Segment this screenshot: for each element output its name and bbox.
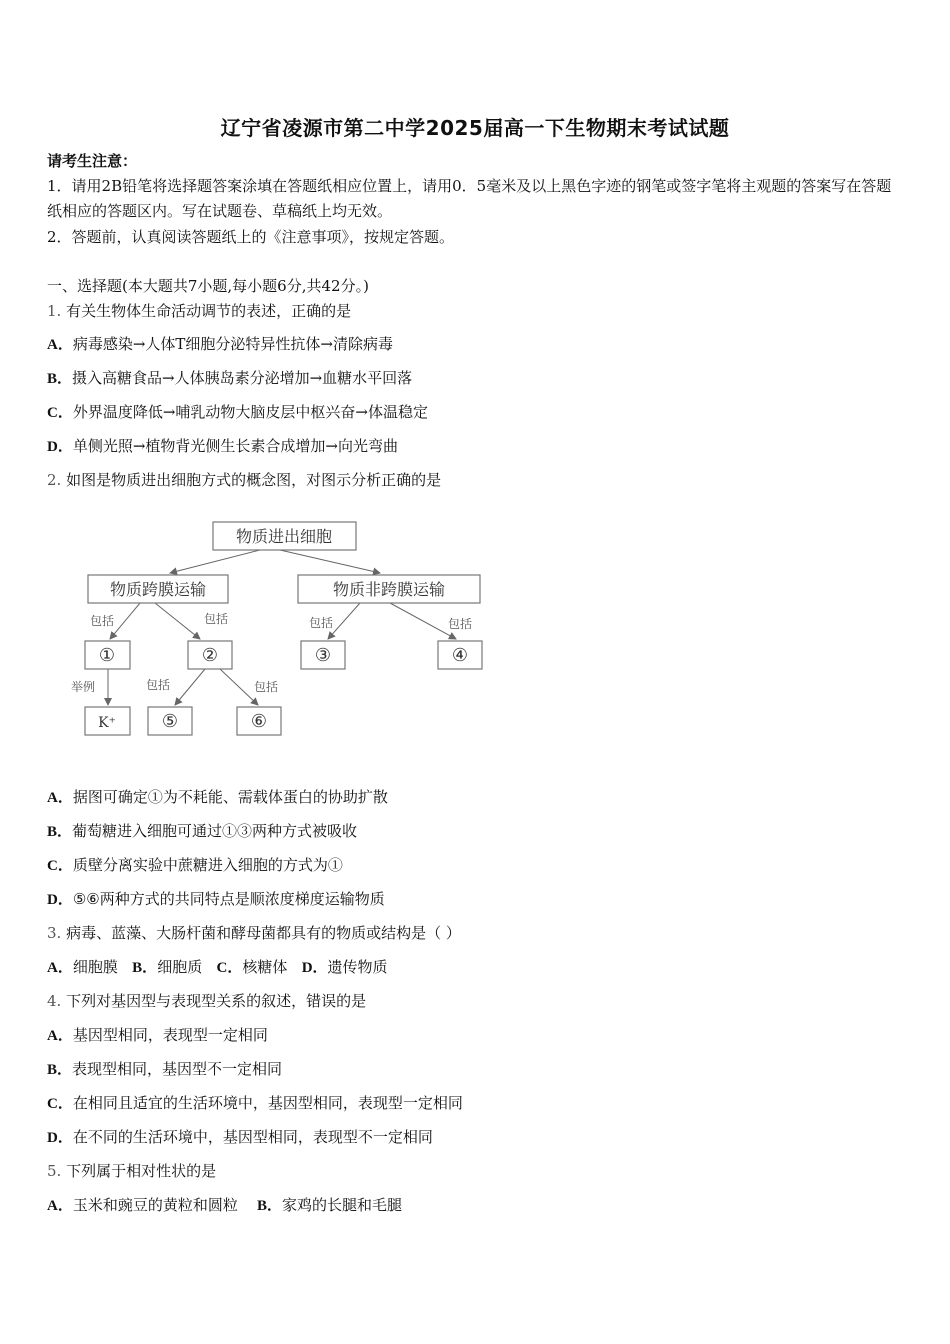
option-b	[47, 821, 357, 842]
option-text: 家鸡的长腿和毛腿	[281, 1196, 402, 1214]
option-text: 细胞质	[157, 958, 203, 976]
option-b	[47, 1059, 282, 1080]
option-letter: A．	[47, 790, 73, 806]
node-5: ⑤	[161, 711, 179, 732]
option-letter: C．	[216, 960, 243, 976]
options-row	[47, 1195, 402, 1216]
option-letter: C．	[47, 858, 73, 874]
option-a	[47, 1025, 268, 1046]
option-letter: D．	[47, 1130, 73, 1146]
option-letter: A．	[47, 337, 73, 353]
option-letter: C．	[47, 1096, 73, 1112]
option-letter: B．	[47, 1062, 73, 1078]
option-text: 基因型相同，表现型一定相同	[72, 1026, 268, 1044]
option-text: 质壁分离实验中蔗糖进入细胞的方式为①	[72, 856, 343, 874]
option-text: 葡萄糖进入细胞可通过①③两种方式被吸收	[72, 822, 358, 840]
question-stem: 如图是物质进出细胞方式的概念图，对图示分析正确的是	[66, 471, 442, 489]
node-3: ③	[314, 645, 332, 666]
edge-2-5	[175, 669, 205, 705]
option-letter: C．	[47, 405, 73, 421]
option-letter: A．	[47, 1198, 73, 1214]
option-a	[47, 787, 388, 808]
option-text: 细胞膜	[72, 958, 118, 976]
option-d	[47, 436, 398, 457]
label-include-4: 包括	[447, 617, 473, 631]
option-c	[47, 1093, 463, 1114]
page-title: 辽宁省凌源市第二中学2025届高一下生物期末考试试题	[220, 116, 730, 140]
section-heading: 一、选择题(本大题共7小题,每小题6分,共42分。)	[47, 277, 369, 295]
option-text: 单侧光照→植物背光侧生长素合成增加→向光弯曲	[72, 437, 398, 455]
question-1	[47, 301, 351, 321]
option-d	[47, 889, 385, 910]
question-number: 2.	[47, 471, 62, 489]
question-5	[47, 1161, 216, 1181]
question-number: 1.	[47, 302, 62, 320]
option-letter: B．	[47, 371, 73, 387]
option-text: 据图可确定①为不耗能、需载体蛋白的协助扩散	[72, 788, 388, 806]
question-number: 4.	[47, 992, 62, 1010]
label-include-3: 包括	[308, 616, 334, 630]
option-text: ⑤⑥两种方式的共同特点是顺浓度梯度运输物质	[72, 890, 385, 908]
option-letter: B．	[256, 1198, 282, 1214]
concept-diagram	[60, 515, 500, 745]
option-letter: A．	[47, 1028, 73, 1044]
question-stem: 有关生物体生命活动调节的表述，正确的是	[66, 302, 352, 320]
node-right: 物质非跨膜运输	[332, 580, 446, 599]
option-c	[47, 402, 428, 423]
notice-heading: 请考生注意：	[47, 152, 138, 170]
edge-left-2	[155, 603, 200, 639]
label-include-5: 包括	[145, 678, 171, 692]
question-stem: 下列属于相对性状的是	[66, 1162, 217, 1180]
node-left: 物质跨膜运输	[109, 580, 207, 599]
edge-right-4	[390, 603, 456, 639]
option-b	[47, 368, 412, 389]
node-4: ④	[451, 645, 469, 666]
option-text: 摄入高糖食品→人体胰岛素分泌增加→血糖水平回落	[72, 369, 413, 387]
option-text: 表现型相同，基因型不一定相同	[72, 1060, 283, 1078]
option-letter: A．	[47, 960, 73, 976]
question-stem: 下列对基因型与表现型关系的叙述，错误的是	[66, 992, 367, 1010]
label-include-6: 包括	[253, 680, 279, 694]
node-2: ②	[201, 645, 219, 666]
option-letter: D．	[47, 439, 73, 455]
option-letter: D．	[47, 892, 73, 908]
question-stem: 病毒、蓝藻、大肠杆菌和酵母菌都具有的物质或结构是（ ）	[66, 924, 461, 942]
option-text: 核糖体	[242, 958, 288, 976]
node-6: ⑥	[250, 711, 268, 732]
option-text: 玉米和豌豆的黄粒和圆粒	[72, 1196, 238, 1214]
label-example: 举例	[70, 680, 96, 694]
edge-left-1	[110, 603, 140, 639]
edge-root-left	[170, 550, 260, 573]
node-k: K⁺	[98, 715, 116, 731]
option-text: 在相同且适宜的生活环境中，基因型相同，表现型一定相同	[72, 1094, 463, 1112]
option-letter: D．	[301, 960, 328, 976]
notice-item-1: 1．请用2B铅笔将选择题答案涂填在答题纸相应位置上，请用0．5毫米及以上黑色字迹的钢笔或签字笔将主观题的答案写在答题纸相应的答题区内。写在试题卷、草稿纸上均无效。	[47, 177, 892, 220]
option-letter: B．	[47, 824, 73, 840]
option-text: 在不同的生活环境中，基因型相同，表现型不一定相同	[72, 1128, 433, 1146]
label-include-2: 包括	[203, 612, 229, 626]
option-text: 外界温度降低→哺乳动物大脑皮层中枢兴奋→体温稳定	[72, 403, 428, 421]
option-c	[47, 855, 343, 876]
node-root: 物质进出细胞	[235, 527, 333, 546]
question-4	[47, 991, 366, 1011]
edge-root-right	[280, 550, 380, 573]
options-row	[47, 957, 388, 978]
node-1: ①	[98, 645, 116, 666]
question-number: 5.	[47, 1162, 62, 1180]
question-number: 3.	[47, 924, 62, 942]
option-letter: B．	[132, 960, 158, 976]
notice-item-2: 2．答题前，认真阅读答题纸上的《注意事项》，按规定答题。	[47, 228, 455, 246]
edge-2-6	[220, 669, 258, 705]
label-include-1: 包括	[89, 614, 115, 628]
option-d	[47, 1127, 433, 1148]
option-a	[47, 334, 393, 355]
option-text: 病毒感染→人体T细胞分泌特异性抗体→清除病毒	[72, 335, 393, 353]
question-2	[47, 470, 441, 490]
question-3	[47, 923, 461, 943]
option-text: 遗传物质	[327, 958, 388, 976]
